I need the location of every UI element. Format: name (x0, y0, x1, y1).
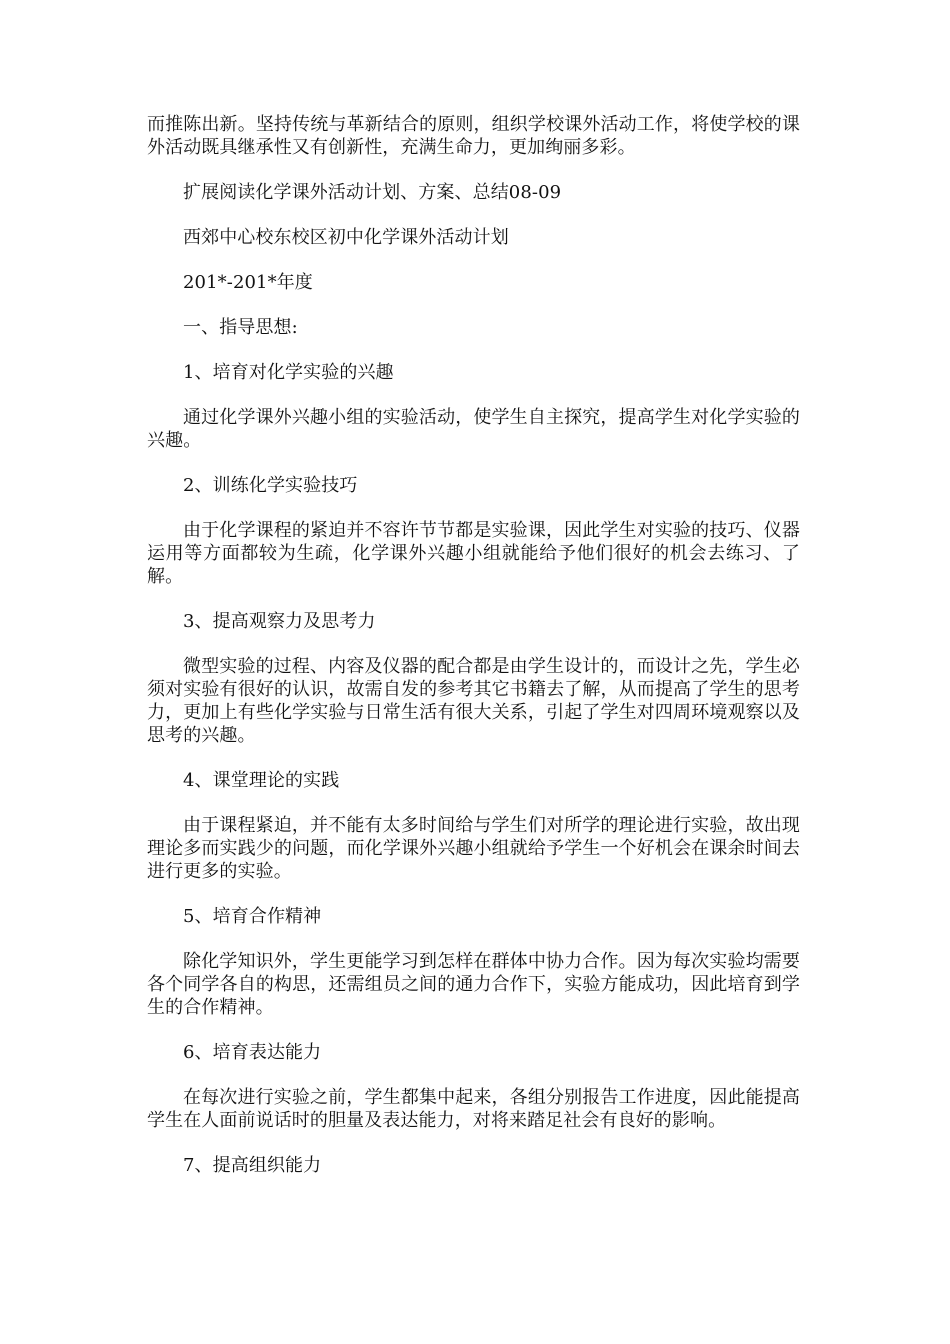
academic-year: 201*-201*年度 (183, 272, 313, 293)
item-heading-6: 6、培育表达能力 (183, 1042, 322, 1063)
item-body-3: 微型实验的过程、内容及仪器的配合都是由学生设计的，而设计之先，学生必须对实验有很好的认识，故需自发的参考其它书籍去了解，从而提高了学生的思考力，更加上有些化学实验与日常生活有很大关系，引起了学生对四周环境观察以及思考的兴趣。 (147, 656, 800, 746)
item-body-4: 由于课程紧迫，并不能有太多时间给与学生们对所学的理论进行实验，故出现理论多而实践少的问题，而化学课外兴趣小组就给予学生一个好机会在课余时间去进行更多的实验。 (147, 815, 800, 882)
item-body-1: 通过化学课外兴趣小组的实验活动，使学生自主探究，提高学生对化学实验的兴趣。 (147, 407, 800, 451)
item-heading-1: 1、培育对化学实验的兴趣 (183, 362, 394, 383)
section-heading-guiding-ideology: 一、指导思想: (183, 317, 298, 338)
item-heading-5: 5、培育合作精神 (183, 906, 322, 927)
item-body-2: 由于化学课程的紧迫并不容许节节都是实验课，因此学生对实验的技巧、仪器运用等方面都较为生疏，化学课外兴趣小组就能给予他们很好的机会去练习、了解。 (147, 520, 800, 587)
paragraph-continuation: 而推陈出新。坚持传统与革新结合的原则，组织学校课外活动工作，将使学校的课外活动既具继承性又有创新性，充满生命力，更加绚丽多彩。 (147, 114, 800, 158)
item-heading-7: 7、提高组织能力 (183, 1155, 322, 1176)
item-heading-3: 3、提高观察力及思考力 (183, 611, 376, 632)
extended-reading-title: 扩展阅读化学课外活动计划、方案、总结08-09 (183, 182, 562, 203)
item-body-6: 在每次进行实验之前，学生都集中起来，各组分别报告工作进度，因此能提高学生在人面前说话时的胆量及表达能力，对将来踏足社会有良好的影响。 (147, 1087, 800, 1131)
item-body-5: 除化学知识外，学生更能学习到怎样在群体中协力合作。因为每次实验均需要各个同学各自的构思，还需组员之间的通力合作下，实验方能成功，因此培育到学生的合作精神。 (147, 951, 800, 1018)
item-heading-4: 4、课堂理论的实践 (183, 770, 340, 791)
plan-title: 西郊中心校东校区初中化学课外活动计划 (183, 227, 509, 248)
item-heading-2: 2、训练化学实验技巧 (183, 475, 358, 496)
